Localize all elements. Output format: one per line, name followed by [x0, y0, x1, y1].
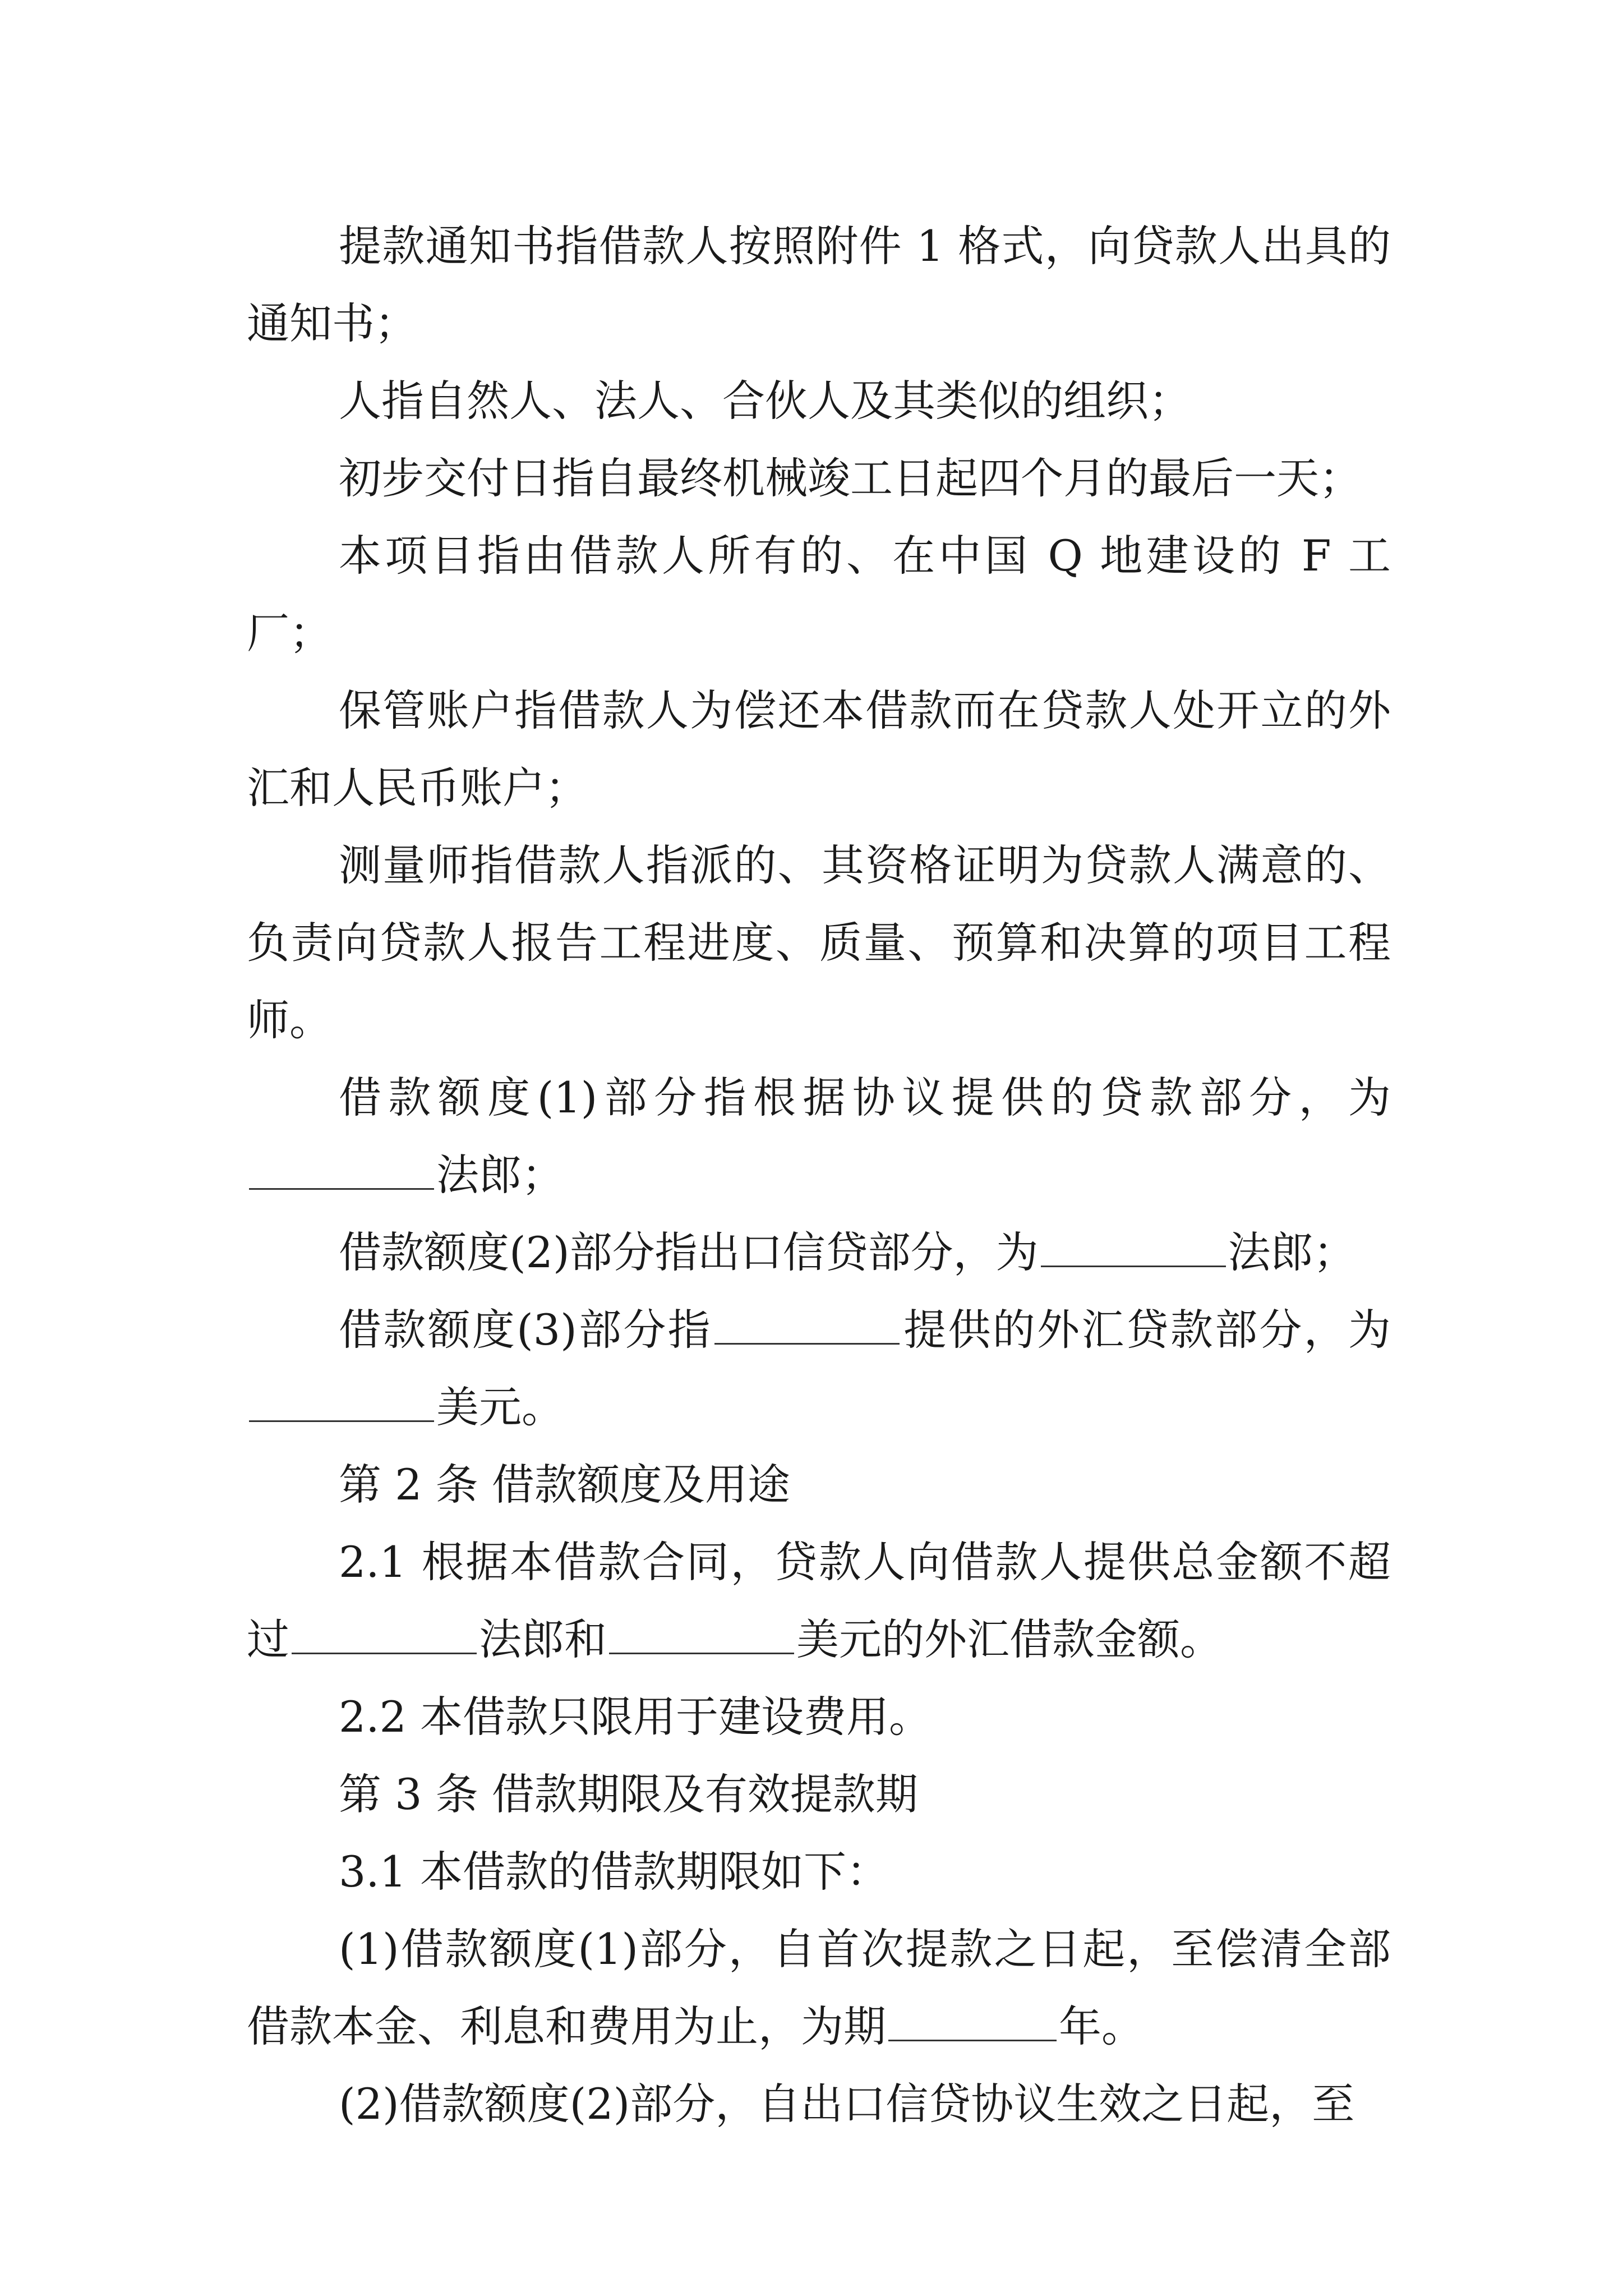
clause-3-1 — [247, 1833, 1391, 1911]
paragraph-text: 法郎； — [1228, 1227, 1356, 1277]
article-3-heading — [247, 1756, 1391, 1833]
paragraph-person-definition — [247, 362, 1391, 440]
paragraph-text: 初步交付日指自最终机械竣工日起四个月的最后一天； — [339, 453, 1362, 503]
document-body — [247, 208, 1391, 2143]
paragraph-text: 法郎； — [436, 1150, 564, 1200]
paragraph-text: 借款额度(1)部分指根据协议提供的贷款部分，为 — [339, 1073, 1391, 1122]
heading-text: 第 3 条 借款期限及有效提款期 — [339, 1769, 918, 1819]
paragraph-text: 本项目指由借款人所有的、在中国 Q 地建设的 F 工厂； — [247, 531, 1391, 658]
paragraph-text: 2.1 根据本借款合同，贷款人向借款人提供总金额不超过 — [247, 1537, 1391, 1664]
paragraph-text: 借款额度(3)部分指 — [339, 1305, 712, 1355]
paragraph-withdrawal-notice — [247, 208, 1391, 362]
clause-2-2 — [247, 1678, 1391, 1756]
fill-in-blank — [292, 1652, 477, 1654]
paragraph-surveyor-definition — [247, 827, 1391, 1059]
fill-in-blank — [888, 2039, 1057, 2041]
paragraph-tranche-2 — [247, 1214, 1391, 1291]
fill-in-blank — [609, 1652, 794, 1654]
paragraph-text: 提款通知书指借款人按照附件 1 格式，向贷款人出具的通知书； — [247, 221, 1391, 348]
heading-text: 第 2 条 借款额度及用途 — [339, 1460, 790, 1510]
article-2-heading — [247, 1446, 1391, 1524]
paragraph-text: 法郎和 — [479, 1614, 607, 1664]
paragraph-text: 保管账户指借款人为偿还本借款而在贷款人处开立的外汇和人民币账户； — [247, 685, 1391, 813]
fill-in-blank — [1041, 1265, 1226, 1267]
paragraph-tranche-3 — [247, 1291, 1391, 1446]
paragraph-text: 美元。 — [436, 1382, 564, 1432]
paragraph-project-definition — [247, 517, 1391, 672]
paragraph-text: 美元的外汇借款金额。 — [796, 1614, 1223, 1664]
paragraph-text: 人指自然人、法人、合伙人及其类似的组织； — [339, 376, 1191, 426]
clause-3-1-item-1 — [247, 1911, 1391, 2065]
paragraph-text: 借款额度(2)部分指出口信贷部分，为 — [339, 1227, 1039, 1277]
paragraph-text: 2.2 本借款只限用于建设费用。 — [339, 1692, 932, 1742]
fill-in-blank — [714, 1342, 900, 1345]
paragraph-text: 3.1 本借款的借款期限如下： — [339, 1847, 889, 1897]
paragraph-text: 年。 — [1059, 2001, 1144, 2051]
paragraph-text: 测量师指借款人指派的、其资格证明为贷款人满意的、负责向贷款人报告工程进度、质量、预算和决算的项目工程师。 — [247, 840, 1391, 1045]
paragraph-text: (2)借款额度(2)部分，自出口信贷协议生效之日起，至 — [339, 2079, 1355, 2129]
paragraph-text: (1)借款额度(1)部分，自首次提款之日起，至偿清全部借款本金、利息和费用为止，为期 — [247, 1924, 1391, 2051]
paragraph-custody-account — [247, 672, 1391, 827]
paragraph-text: 提供的外汇贷款部分，为 — [901, 1305, 1391, 1355]
paragraph-tranche-1 — [247, 1059, 1391, 1214]
clause-2-1 — [247, 1524, 1391, 1678]
fill-in-blank — [249, 1420, 434, 1422]
paragraph-initial-delivery-date — [247, 440, 1391, 517]
fill-in-blank — [249, 1188, 434, 1190]
clause-3-1-item-2 — [247, 2065, 1391, 2143]
